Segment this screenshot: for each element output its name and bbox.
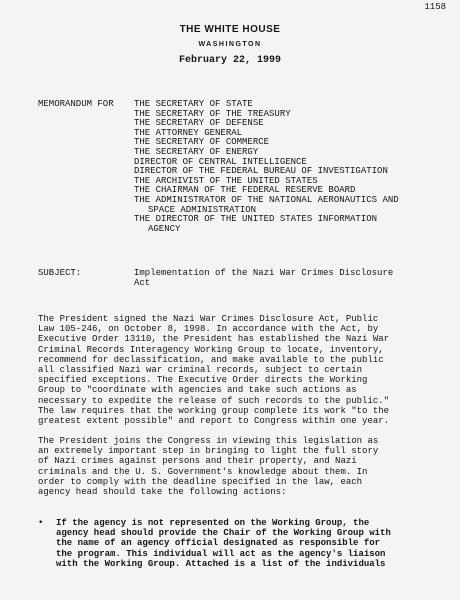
recipient-list bbox=[134, 100, 454, 234]
subject-line: Implementation of the Nazi War Crimes Disclosure bbox=[134, 268, 394, 278]
recipient: THE SECRETARY OF STATE bbox=[134, 99, 253, 109]
recipient: THE ATTORNEY GENERAL bbox=[134, 127, 243, 138]
text-line: Group to "coordinate with agencies and take such actions as bbox=[38, 385, 357, 396]
text-line: recommend for declassification, and make available to the public bbox=[38, 354, 384, 365]
text-line: agency head should take the following actions: bbox=[38, 487, 287, 498]
recipient-continued: SPACE ADMINISTRATION bbox=[148, 204, 257, 215]
recipient: THE SECRETARY OF ENERGY bbox=[134, 146, 259, 157]
subject-line: Act bbox=[134, 278, 151, 288]
text-line: of Nazi crimes against persons and their property, and Nazi bbox=[38, 456, 357, 467]
subject-text bbox=[134, 268, 454, 288]
recipient: THE ADMINISTRATOR OF THE NATIONAL AERONAUTICS AND bbox=[134, 194, 399, 205]
recipient: THE ARCHIVIST OF THE UNITED STATES bbox=[134, 175, 318, 186]
text-line: necessary to expedite the release of such records to the public." bbox=[38, 395, 390, 406]
recipient: DIRECTOR OF THE FEDERAL BUREAU OF INVESTIGATION bbox=[134, 166, 388, 177]
text-line: specified exceptions. The Executive Order directs the Working bbox=[38, 375, 368, 386]
recipient: THE SECRETARY OF THE TREASURY bbox=[134, 108, 291, 119]
text-line: agency head should provide the Chair of the Working Group with bbox=[56, 528, 391, 539]
text-line: The law requires that the working group complete its work "to the bbox=[38, 405, 390, 416]
text-line: If the agency is not represented on the Working Group, the bbox=[56, 518, 370, 528]
text-line: order to comply with the deadline specified in the law, each bbox=[38, 476, 363, 487]
recipient: THE SECRETARY OF DEFENSE bbox=[134, 118, 264, 129]
recipient-continued: AGENCY bbox=[148, 223, 181, 234]
text-line: Law 105-246, on October 8, 1998. In accordance with the Act, by bbox=[38, 324, 379, 335]
text-line: the name of an agency official designated as responsible for bbox=[56, 538, 381, 549]
body-paragraph-1 bbox=[38, 314, 438, 426]
text-line: criminals and the U. S. Government's knowledge about them. In bbox=[38, 466, 368, 477]
text-line: The President signed the Nazi War Crimes Disclosure Act, Public bbox=[38, 314, 379, 324]
text-line: Executive Order 13110, the President has established the Nazi War bbox=[38, 334, 390, 345]
text-line: Criminal Records Interagency Working Group to locate, inventory, bbox=[38, 344, 384, 355]
text-line: an extremely important step in bringing to light the full story bbox=[38, 446, 379, 457]
letterhead-subtitle: WASHINGTON bbox=[198, 41, 262, 48]
subject-label: SUBJECT: bbox=[38, 268, 82, 278]
bullet-text bbox=[56, 518, 460, 569]
memo-for-label: MEMORANDUM FOR bbox=[38, 99, 114, 109]
body-paragraph-2 bbox=[38, 436, 438, 497]
recipient: THE DIRECTOR OF THE UNITED STATES INFORMATION bbox=[134, 214, 378, 225]
recipient: THE CHAIRMAN OF THE FEDERAL RESERVE BOARD bbox=[134, 185, 356, 196]
page-number: 1158 bbox=[424, 2, 446, 12]
text-line: greatest extent possible" and report to Congress within one year. bbox=[38, 416, 390, 427]
memo-date: February 22, 1999 bbox=[178, 55, 282, 66]
text-line: with the Working Group. Attached is a list of the individuals bbox=[56, 558, 386, 569]
recipient: DIRECTOR OF CENTRAL INTELLIGENCE bbox=[134, 156, 307, 167]
letterhead-title: THE WHITE HOUSE bbox=[179, 24, 281, 35]
text-line: The President joins the Congress in viewing this legislation as bbox=[38, 436, 379, 446]
text-line: all classified Nazi war criminal records, subject to certain bbox=[38, 365, 363, 376]
bullet-marker: • bbox=[38, 518, 44, 528]
recipient: THE SECRETARY OF COMMERCE bbox=[134, 137, 270, 148]
text-line: the program. This individual will act as the agency's liaison bbox=[56, 548, 386, 559]
